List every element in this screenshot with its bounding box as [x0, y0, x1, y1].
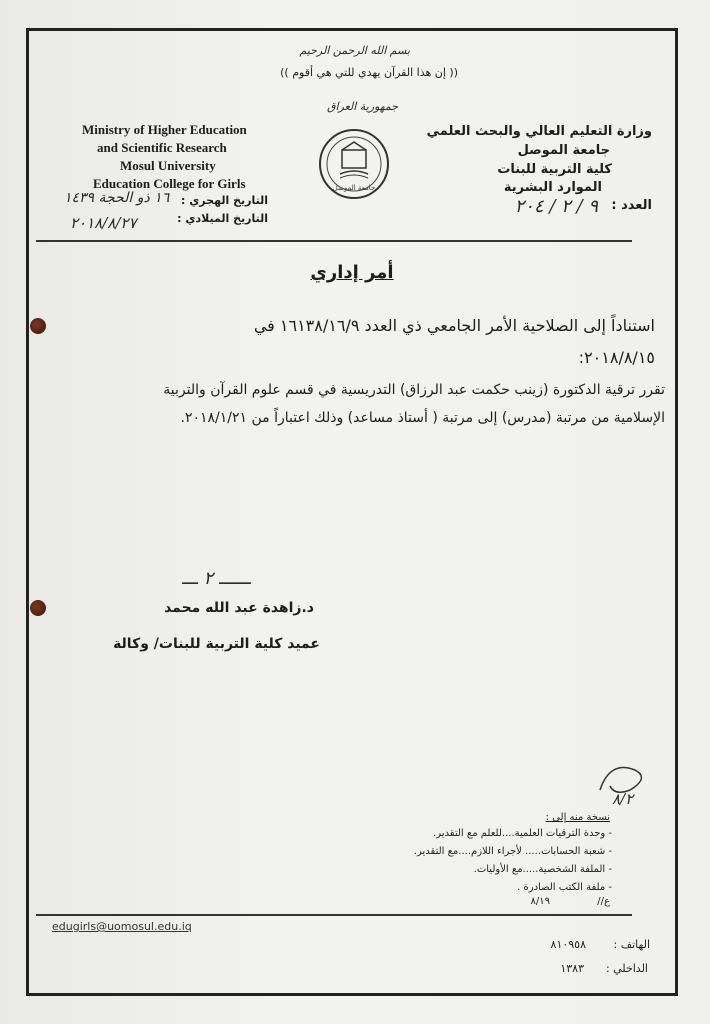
header-en-university: Mosul University — [120, 158, 216, 173]
order-para1-line2: ٢٠١٨/٨/١٥: — [578, 348, 655, 367]
svg-text:جامعة الموصل: جامعة الموصل — [332, 184, 376, 192]
signature-mark: ــــــ ٢ ـــ — [182, 568, 251, 589]
contact-email[interactable]: edugirls@uomosul.edu.iq — [52, 920, 192, 933]
number-value: ٩ / ٢ / ٢٠٤ — [514, 196, 598, 217]
header-ar-ministry: وزارة التعليم العالي والبحث العلمي — [426, 124, 652, 139]
extension-label: الداخلي : — [605, 962, 648, 975]
initials: ع// — [597, 896, 610, 907]
gregorian-date-label: التاريخ الميلادي : — [177, 212, 268, 225]
extension-value: ١٣٨٣ — [560, 962, 584, 975]
binder-hole — [30, 600, 46, 616]
basmala: بسم الله الرحمن الرحيم — [299, 44, 410, 57]
footer-divider — [36, 914, 632, 916]
quran-verse: (( إن هذا القرآن يهدي للتي هي أقوم )) — [280, 66, 458, 79]
header-en-college: Education College for Girls — [93, 176, 246, 191]
gregorian-date-value: ٢٠١٨/٨/٢٧ — [70, 214, 137, 232]
phone-label: الهاتف : — [613, 938, 650, 951]
header-divider — [36, 240, 632, 242]
order-para1-line1: استناداً إلى الصلاحية الأمر الجامعي ذي العدد ١٦١٣٨/١٦/٩ في — [253, 316, 655, 335]
hijri-date-value: ١٦ ذو الحجة ١٤٣٩ — [64, 190, 170, 206]
university-seal-icon — [318, 128, 390, 200]
phone-value: ٨١٠٩٥٨ — [550, 938, 586, 951]
binder-hole — [30, 318, 46, 334]
header-ar-department: الموارد البشرية — [503, 180, 602, 195]
header-ar-college: كلية التربية للبنات — [497, 162, 612, 177]
signatory-name: د.زاهدة عبد الله محمد — [164, 600, 314, 616]
copy-item: - وحدة الترقيات العلمية....للعلم مع التقدير. — [433, 828, 612, 839]
order-para2-line1: تقرر ترقية الدكتورة (زينب حكمت عبد الرزاق) التدريسية في قسم علوم القرآن والتربية — [163, 382, 665, 398]
header-en-research: and Scientific Research — [97, 140, 227, 155]
hijri-date-label: التاريخ الهجري : — [181, 194, 268, 207]
copies-heading: نسخة منه إلى : — [545, 812, 610, 823]
copy-item: - ملفة الكتب الصادرة . — [517, 882, 612, 893]
copy-item: - شعبة الحسابات..... لأجراء اللازم....مع التقدير. — [413, 846, 612, 857]
reference: ٨/١٩ — [530, 896, 550, 907]
order-title: أمر إداري — [310, 262, 394, 283]
header-en-ministry: Ministry of Higher Education — [82, 122, 247, 137]
order-para2-line2: الإسلامية من مرتبة (مدرس) إلى مرتبة ( أستاذ مساعد) وذلك اعتباراً من ٢٠١٨/١/٢١. — [180, 410, 665, 426]
copy-item: - الملفة الشخصية.....مع الأوليات. — [473, 864, 612, 875]
header-ar-university: جامعة الموصل — [517, 143, 610, 158]
republic-label: جمهورية العراق — [326, 100, 398, 113]
handwritten-scribble — [590, 760, 660, 800]
signatory-title: عميد كلية التربية للبنات/ وكالة — [113, 636, 320, 652]
number-label: العدد : — [611, 198, 652, 213]
margin-note: ٨/٢ — [612, 790, 634, 808]
